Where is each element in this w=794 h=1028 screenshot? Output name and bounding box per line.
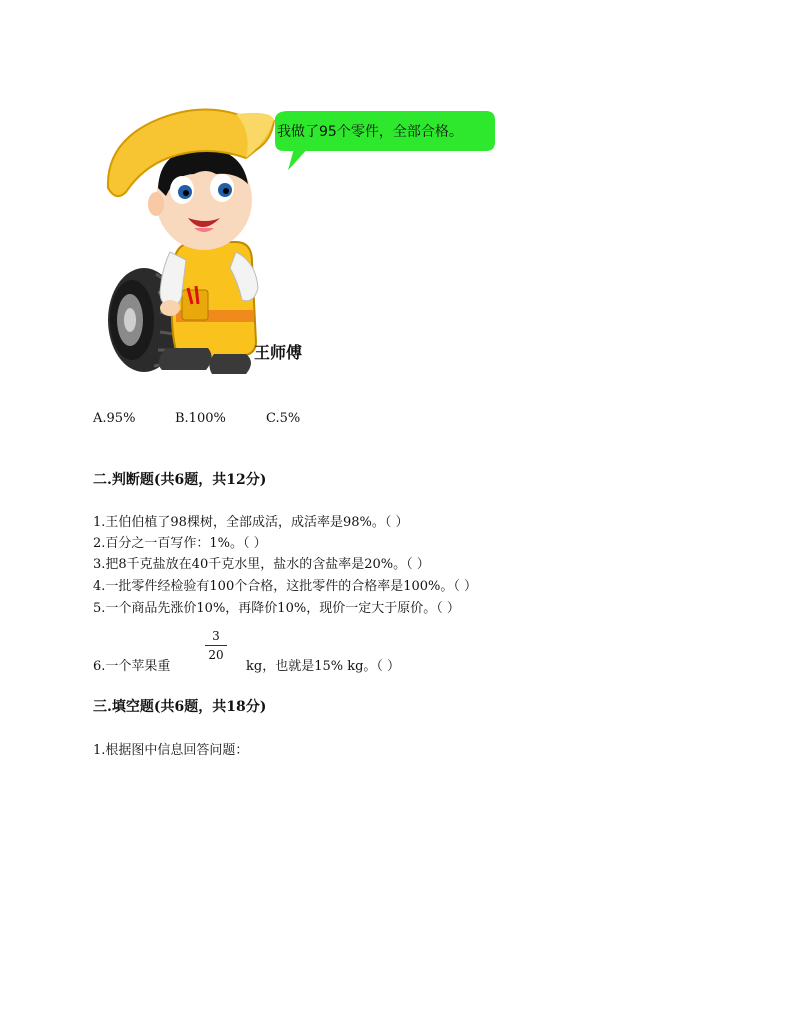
speech-bubble bbox=[274, 110, 496, 174]
judge-question-2: 2.百分之一百写作：1%。（ ） bbox=[93, 536, 267, 551]
section-3-heading: 三.填空题(共6题，共18分) bbox=[93, 699, 267, 715]
judge-question-1: 1.王伯伯植了98棵树，全部成活，成活率是98%。（ ） bbox=[93, 515, 409, 530]
judge-question-6-suffix: kg，也就是15% kg。（ ） bbox=[246, 659, 401, 674]
judge-question-4: 4.一批零件经检验有100个合格，这批零件的合格率是100%。（ ） bbox=[93, 579, 478, 594]
worker-name-label: 王师傅 bbox=[254, 343, 303, 362]
judge-question-6-prefix: 6.一个苹果重 bbox=[93, 659, 171, 674]
fill-question-1: 1.根据图中信息回答问题： bbox=[93, 743, 249, 758]
fraction-numerator: 3 bbox=[212, 629, 220, 643]
option-c: C.5% bbox=[266, 411, 301, 426]
worker-head bbox=[148, 148, 252, 250]
option-a: A.95% bbox=[93, 411, 136, 426]
judge-question-5: 5.一个商品先涨价10%，再降价10%，现价一定大于原价。（ ） bbox=[93, 601, 460, 616]
option-b: B.100% bbox=[175, 411, 226, 426]
section-2-heading: 二.判断题(共6题，共12分) bbox=[93, 472, 267, 488]
fraction-three-twentieths bbox=[205, 628, 227, 663]
fraction-denominator: 20 bbox=[208, 648, 224, 662]
fraction-bar bbox=[205, 645, 227, 646]
speech-bubble-text: 我做了95个零件，全部合格。 bbox=[277, 124, 463, 140]
judge-question-3: 3.把8千克盐放在40千克水里，盐水的含盐率是20%。（ ） bbox=[93, 557, 430, 572]
